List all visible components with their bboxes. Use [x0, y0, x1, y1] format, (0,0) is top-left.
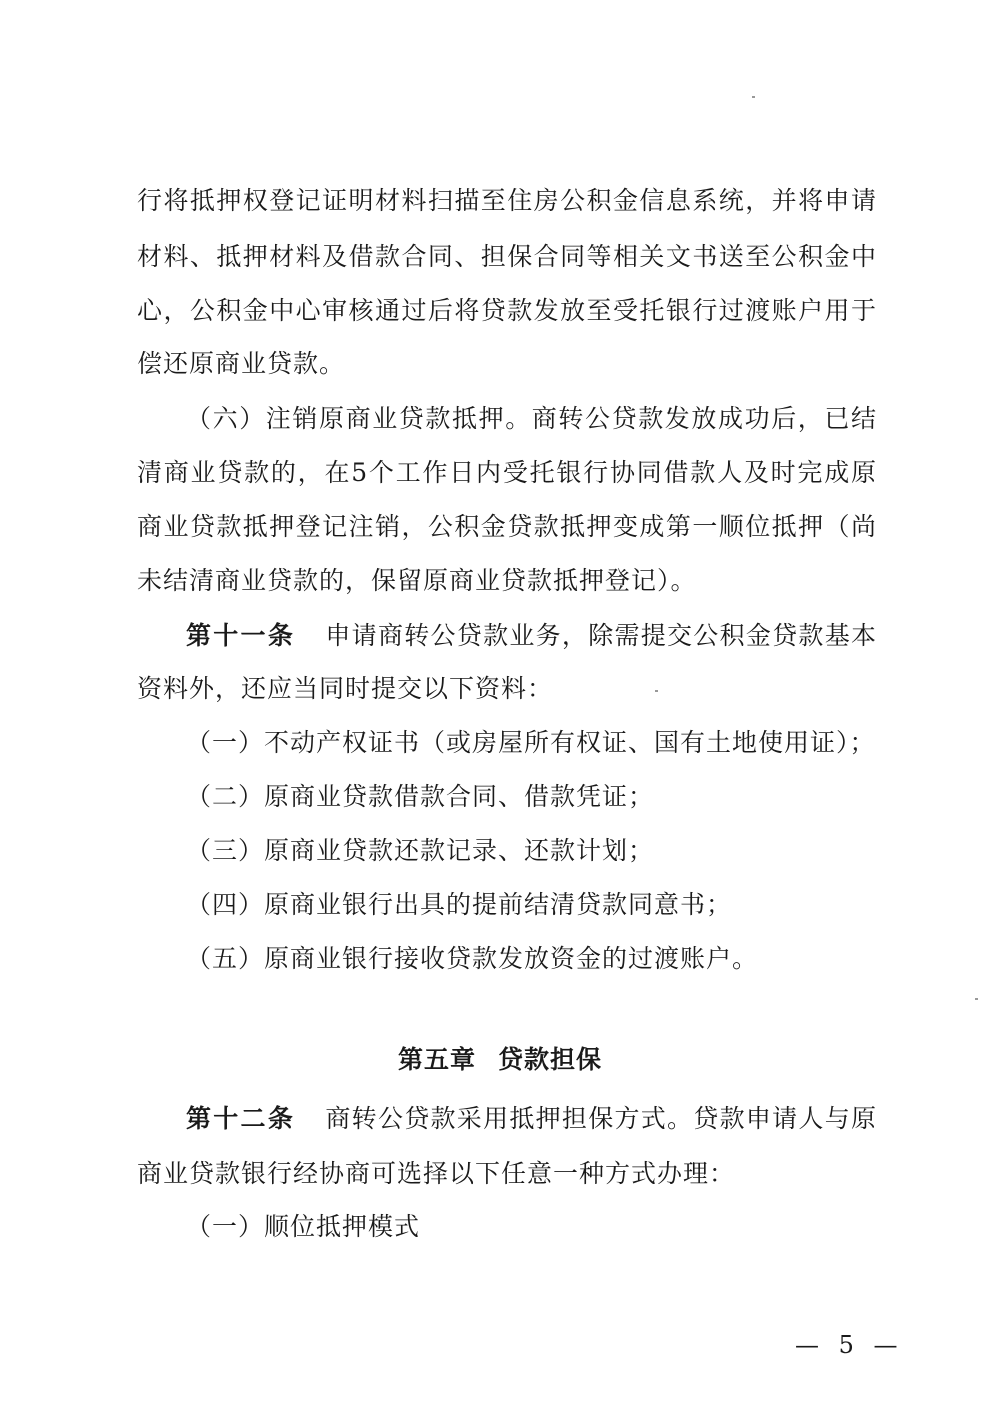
- paragraph-2-line-4: 未结清商业贷款的，保留原商业贷款抵押登记）。: [137, 566, 697, 595]
- article-12-text: 商转公贷款采用抵押担保方式。贷款申请人与原: [325, 1104, 877, 1133]
- paragraph-1-line-1: 行将抵押权登记证明材料扫描至住房公积金信息系统，并将申请: [137, 186, 877, 215]
- scan-speck: [752, 96, 755, 98]
- paragraph-1-line-2: 材料、抵押材料及借款合同、担保合同等相关文书送至公积金中: [137, 242, 877, 271]
- article-12-line-1: [186, 1101, 877, 1137]
- scan-speck: [655, 690, 658, 692]
- paragraph-2-line-3: 商业贷款抵押登记注销，公积金贷款抵押变成第一顺位抵押（尚: [137, 512, 877, 541]
- article-11-text: 申请商转公贷款业务，除需提交公积金贷款基本: [325, 621, 877, 650]
- article-11-item-1: （一）不动产权证书（或房屋所有权证、国有土地使用证）；: [186, 728, 876, 757]
- paragraph-2-line-1: （六）注销原商业贷款抵押。商转公贷款发放成功后，已结: [186, 404, 877, 433]
- article-12-item-1: （一）顺位抵押模式: [186, 1212, 421, 1241]
- page-number: — 5 —: [795, 1331, 904, 1359]
- chapter-title: 贷款担保: [498, 1045, 603, 1074]
- chapter-heading: [0, 1040, 1000, 1080]
- article-12-title: 第十二条: [186, 1104, 296, 1133]
- paragraph-2-line-2: 清商业贷款的，在5个工作日内受托银行协同借款人及时完成原: [137, 458, 877, 487]
- article-11-item-2: （二）原商业贷款借款合同、借款凭证；: [186, 782, 655, 811]
- article-11-line-2: 资料外，还应当同时提交以下资料：: [137, 674, 554, 703]
- chapter-number: 第五章: [397, 1045, 476, 1074]
- article-11-item-3: （三）原商业贷款还款记录、还款计划；: [186, 836, 655, 865]
- article-11-item-4: （四）原商业银行出具的提前结清贷款同意书；: [186, 890, 733, 919]
- article-11-title: 第十一条: [186, 621, 296, 650]
- paragraph-1-line-4: 偿还原商业贷款。: [137, 349, 346, 378]
- scan-speck: [975, 998, 978, 1000]
- article-12-line-2: 商业贷款银行经协商可选择以下任意一种方式办理：: [137, 1159, 736, 1188]
- paragraph-1-line-3: 心，公积金中心审核通过后将贷款发放至受托银行过渡账户用于: [137, 296, 877, 325]
- article-11-item-5: （五）原商业银行接收贷款发放资金的过渡账户。: [186, 944, 759, 973]
- article-11-line-1: [186, 618, 877, 654]
